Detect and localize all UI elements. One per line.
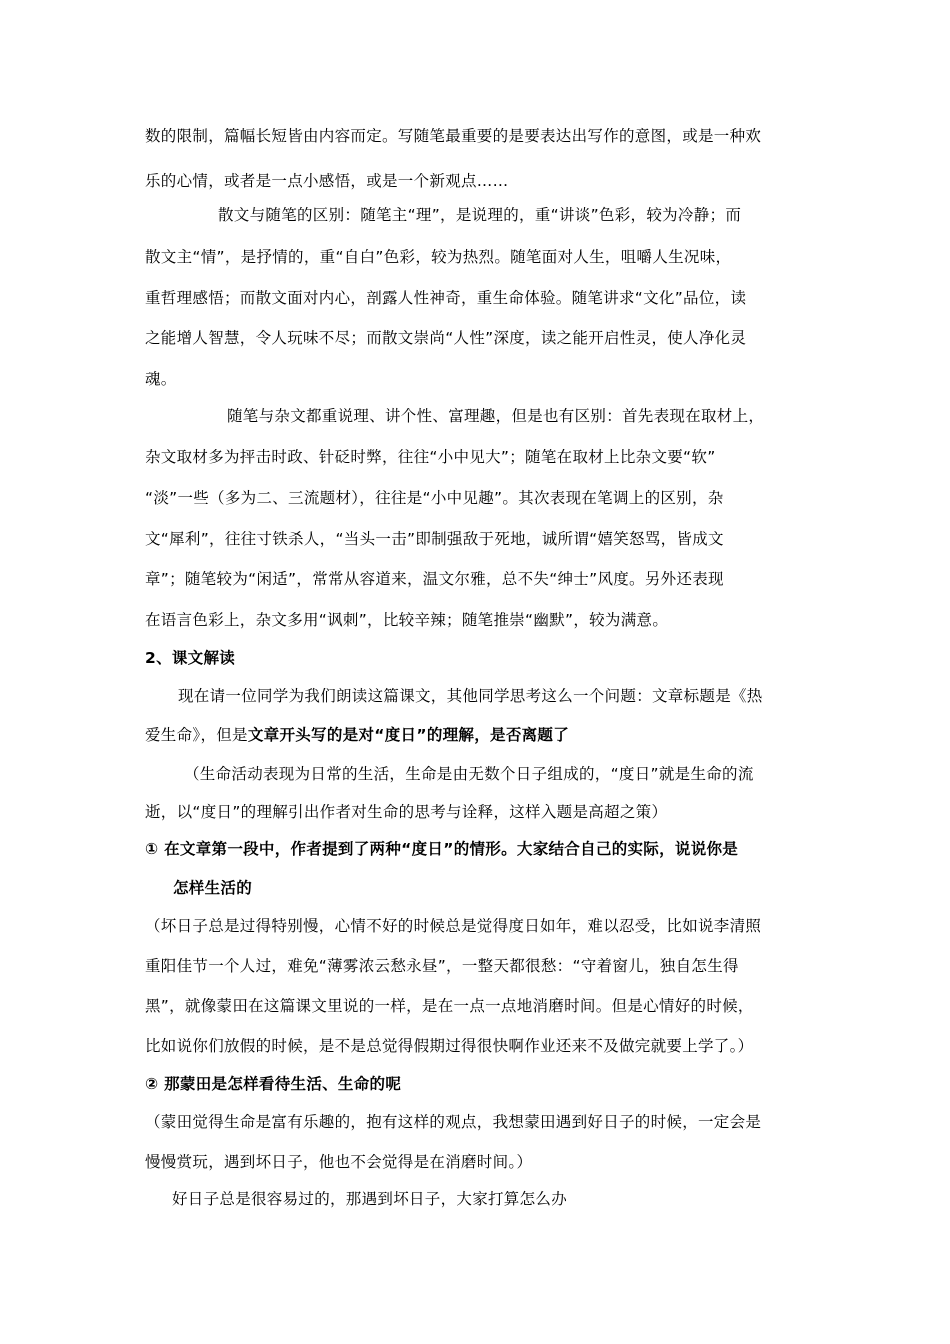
answer-line: （坏日子总是过得特别慢，心情不好的时候总是觉得度日如年，难以忍受，比如说李清照 bbox=[145, 917, 762, 935]
paragraph-line: 魂。 bbox=[145, 370, 177, 388]
paragraph-line: 现在请一位同学为我们朗读这篇课文，其他同学思考这么一个问题：文章标题是《热 bbox=[178, 687, 763, 705]
answer-line: 慢慢赏玩，遇到坏日子，他也不会觉得是在消磨时间。） bbox=[145, 1153, 533, 1171]
paragraph-line: 章”；随笔较为“闲适”，常常从容道来，温文尔雅，总不失“绅士”风度。另外还表现 bbox=[145, 570, 724, 588]
answer-line: （生命活动表现为日常的生活，生命是由无数个日子组成的，“度日”就是生命的流 bbox=[184, 765, 754, 783]
paragraph-line: 随笔与杂文都重说理、讲个性、富理趣，但是也有区别：首先表现在取材上， bbox=[227, 407, 765, 425]
question-item-2: ② 那蒙田是怎样看待生活、生命的呢 bbox=[145, 1075, 402, 1093]
answer-line: 重阳佳节一个人过，难免“薄雾浓云愁永昼”，一整天都很愁：“守着窗儿，独自怎生得 bbox=[145, 957, 739, 975]
paragraph-line: “淡”一些（多为二、三流题材），往往是“小中见趣”。其次表现在笔调上的区别，杂 bbox=[145, 489, 724, 507]
paragraph-line: 之能增人智慧，令人玩味不尽；而散文崇尚“人性”深度，读之能开启性灵，使人净化灵 bbox=[145, 329, 747, 347]
question-item-1-continued: 怎样生活的 bbox=[173, 879, 253, 897]
answer-line: 黑”，就像蒙田在这篇课文里说的一样，是在一点一点地消磨时间。但是心情好的时候， bbox=[145, 997, 754, 1015]
section-heading: 2、课文解读 bbox=[145, 649, 236, 667]
paragraph-line bbox=[145, 725, 569, 745]
paragraph-line: 数的限制，篇幅长短皆由内容而定。写随笔最重要的是要表达出写作的意图，或是一种欢 bbox=[145, 127, 762, 145]
question-text: 文章开头写的是对“度日”的理解，是否离题了 bbox=[247, 726, 570, 744]
answer-line: 比如说你们放假的时候，是不是总觉得假期过得很快啊作业还来不及做完就要上学了。） bbox=[145, 1037, 754, 1055]
paragraph-line: 在语言色彩上，杂文多用“讽刺”，比较辛辣；随笔推崇“幽默”，较为满意。 bbox=[145, 611, 669, 629]
paragraph-line: 乐的心情，或者是一点小感悟，或是一个新观点…… bbox=[145, 172, 509, 190]
answer-line: 逝，以“度日”的理解引出作者对生命的思考与诠释，这样入题是高超之策） bbox=[145, 803, 668, 821]
paragraph-line: 重哲理感悟；而散文面对内心，剖露人性神奇，重生命体验。随笔讲求“文化”品位，读 bbox=[145, 289, 747, 307]
paragraph-text: 爱生命》，但是 bbox=[145, 726, 248, 744]
paragraph-line: 杂文取材多为抨击时政、针砭时弊，往往“小中见大”；随笔在取材上比杂文要“软” bbox=[145, 448, 716, 466]
paragraph-line: 文“犀利”，往往寸铁杀人，“当头一击”即制强敌于死地，诚所谓“嬉笑怒骂，皆成文 bbox=[145, 530, 724, 548]
question-item-1: ① 在文章第一段中，作者提到了两种“度日”的情形。大家结合自己的实际，说说你是 bbox=[145, 840, 739, 858]
answer-line: （蒙田觉得生命是富有乐趣的，抱有这样的观点，我想蒙田遇到好日子的时候，一定会是 bbox=[145, 1113, 762, 1131]
paragraph-line: 好日子总是很容易过的，那遇到坏日子，大家打算怎么办 bbox=[172, 1190, 568, 1208]
paragraph-line: 散文主“情”，是抒情的，重“自白”色彩，较为热烈。随笔面对人生，咀嚼人生况味， bbox=[145, 248, 732, 266]
paragraph-line: 散文与随笔的区别：随笔主“理”，是说理的，重“讲谈”色彩，较为冷静；而 bbox=[218, 206, 742, 224]
